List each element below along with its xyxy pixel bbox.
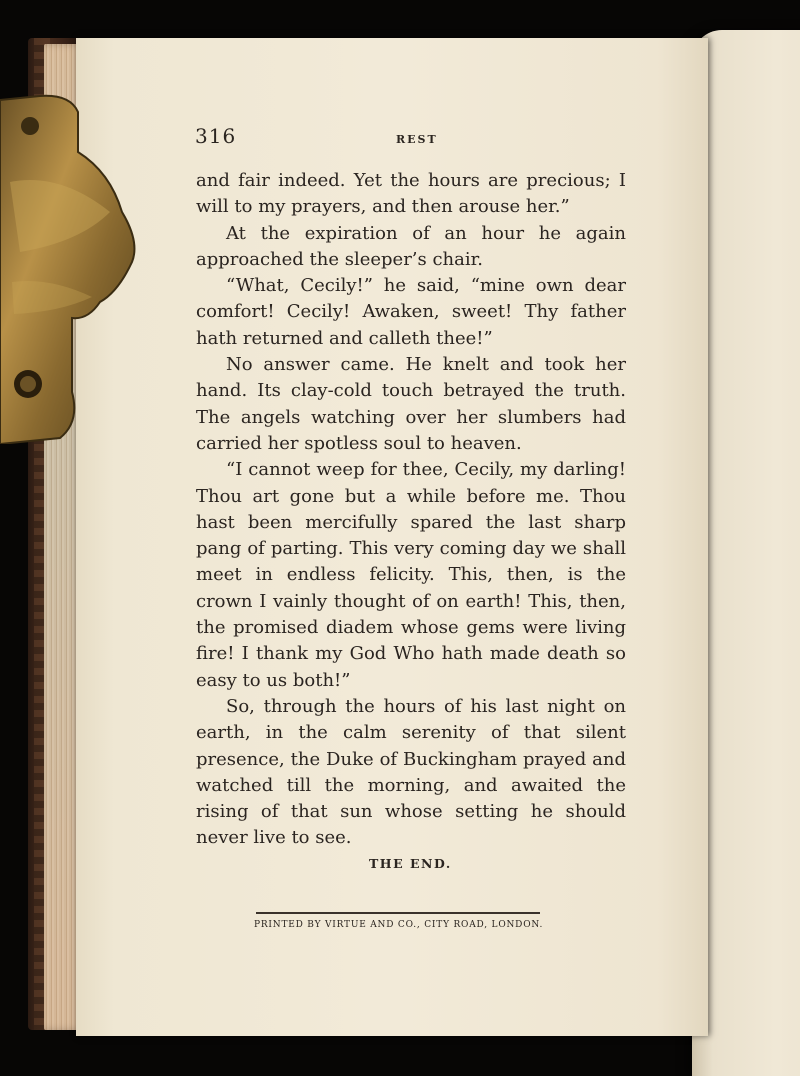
page-number: 316 [195,124,237,148]
body-text [196,168,626,852]
facing-page [692,30,800,1076]
paragraph: So, through the hours of his last night on earth, in the calm serenity of that silent presence, the Duke of Buckingham prayed and watched till the morning, and awaited the rising of that sun whose setting he should never live to see. [196,695,626,849]
paragraph: and fair indeed. Yet the hours are precious; I will to my prayers, and then arouse her.” [196,170,626,218]
paragraph: “What, Cecily!” he said, “mine own dear comfort! Cecily! Awaken, sweet! Thy father hath returned and calleth thee!” [196,275,626,349]
running-head: REST [396,133,438,146]
paragraph: “I cannot weep for thee, Cecily, my darling! Thou art gone but a while before me. Thou hast been mercifully spared the last sharp pang of parting. This very coming day we shall meet in endless felicity. This, then, is the crown I vainly thought of on earth! This, then, the promised diadem whose gems were living fire! I thank my God Who hath made death so easy to us both!” [196,459,626,691]
printer-imprint: PRINTED BY VIRTUE AND CO., CITY ROAD, LONDON. [254,920,544,930]
brass-clasp [0,92,138,444]
paragraph: No answer came. He knelt and took her hand. Its clay-cold touch betrayed the truth. The angels watching over her slumbers had carried her spotless soul to heaven. [196,354,626,454]
the-end-heading: THE END. [369,856,452,871]
divider-rule [256,912,540,914]
paragraph: At the expiration of an hour he again approached the sleeper’s chair. [196,222,626,270]
